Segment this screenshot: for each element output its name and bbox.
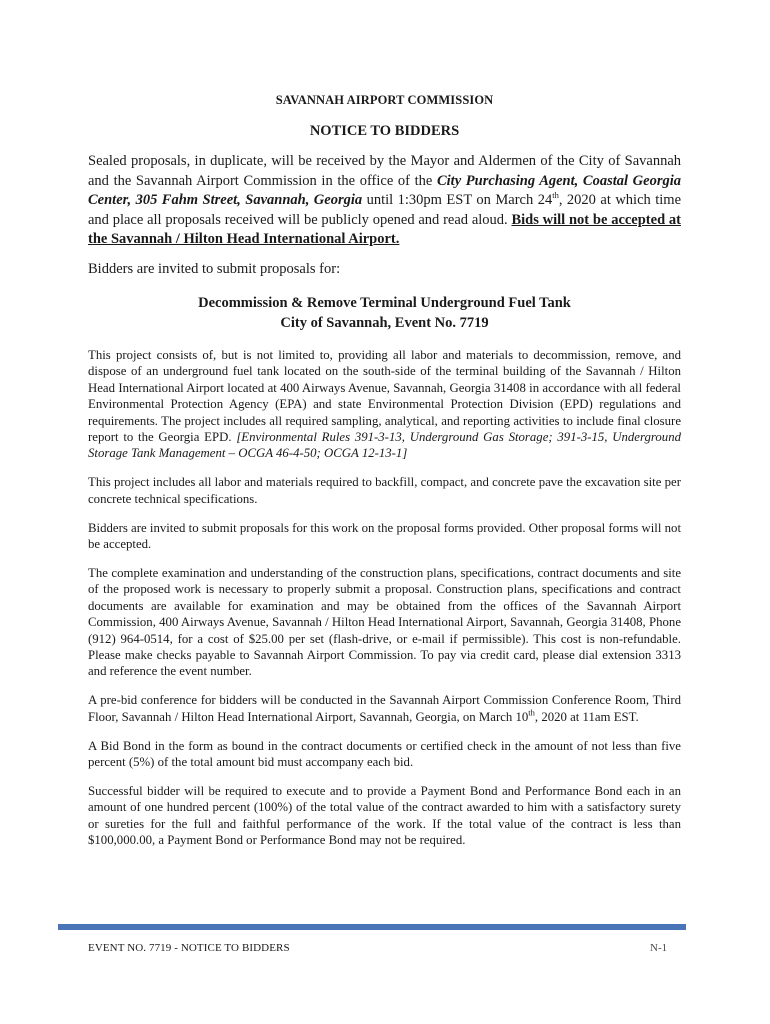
scope-rules: [Environmental Rules 391-3-13, Underground Gas Storage; 391-3-15, Underground Storage Tank Management – OCGA 46-4-50; OCGA 12-13-1] [88,430,681,461]
examination-paragraph: The complete examination and understanding of the construction plans, specifications, contract documents and site of the proposed work is necessary to properly submit a proposal. Construction plans, specifications and contract documents are available for examination and may be obtained from the offices of the Savannah Airport Commission, 400 Airways Avenue, Savannah / Hilton Head International Airport, Savannah, Georgia 31408, Phone (912) 964-0514, for a cost of $25.00 per set (flash-drive, or e-mail if permissible). This cost is non-refundable. Please make checks payable to Savannah Airport Commission. To pay via credit card, please dial extension 3313 and reference the event number. [88,565,681,679]
project-heading [88,294,681,333]
prebid-paragraph [88,692,681,725]
intro-opening-text: , 2020 at which time and place all proposals received will be publicly opened and read aloud. [88,192,681,228]
page-number: N-1 [650,942,668,954]
scope-paragraph [88,347,681,462]
forms-paragraph: Bidders are invited to submit proposals for this work on the proposal forms provided. Other proposal forms will not be accepted. [88,520,681,552]
invitation-line: Bidders are invited to submit proposals for: [88,260,341,277]
document-body [88,93,681,861]
performance-paragraph: Successful bidder will be required to execute and to provide a Payment Bond and Performance Bond each in an amount of one hundred percent (100%) of the total value of the contract awarded to him with a satisfactory surety or sureties for the full and faithful performance of the work. If the total value of the contract is less than $100,000.00, a Payment Bond or Performance Bond may not be required. [88,783,681,848]
prebid-time-text: , 2020 at 11am EST. [534,709,639,724]
backfill-paragraph: This project includes all labor and materials required to backfill, compact, and concrete pave the excavation site per concrete technical specifications. [88,475,681,506]
prebid-date-suffix: th [528,707,535,718]
intro-airport-notice: Bids will not be accepted at the Savannah / Hilton Head International Airport. [88,211,681,247]
scope-text: This project consists of, but is not limited to, providing all labor and materials to decommission, remove, and dispose of an underground fuel tank located on the south-side of the terminal building of the Savannah / Hilton Head International Airport located at 400 Airways Avenue, Savannah, Georgia 31408 in accordance with all federal Environmental Protection Agency (EPA) and state Environmental Protection Division (EPD) regulations and requirements. The project includes all required sampling, analytical, and reporting activities to include final closure report to the Georgia EPD. [88,348,681,445]
organization-heading: SAVANNAH AIRPORT COMMISSION [275,93,494,107]
prebid-text: A pre-bid conference for bidders will be conducted in the Savannah Airport Commission Conference Room, Third Floor, Savannah / Hilton Head International Airport, Savannah, Georgia, on March 10 [88,693,681,724]
intro-text: Sealed proposals, in duplicate, will be received by the Mayor and Aldermen of the City of Savannah and the Savannah Airport Commission in the office of the [88,153,681,189]
intro-paragraph [88,152,681,250]
footer-rule [58,924,686,930]
project-event: City of Savannah, Event No. 7719 [280,314,489,331]
notice-title: NOTICE TO BIDDERS [309,123,460,139]
intro-location: City Purchasing Agent, Coastal Georgia Center, 305 Fahm Street, Savannah, Georgia [88,172,682,208]
footer-event-label: EVENT NO. 7719 - NOTICE TO BIDDERS [88,942,290,954]
bond-paragraph: A Bid Bond in the form as bound in the contract documents or certified check in the amount of not less than five percent (5%) of the total amount bid must accompany each bid. [88,738,681,770]
project-title: Decommission & Remove Terminal Underground Fuel Tank [198,295,571,311]
intro-date-text: until 1:30pm EST on March 24 [362,192,553,208]
intro-date-suffix: th [552,190,559,201]
